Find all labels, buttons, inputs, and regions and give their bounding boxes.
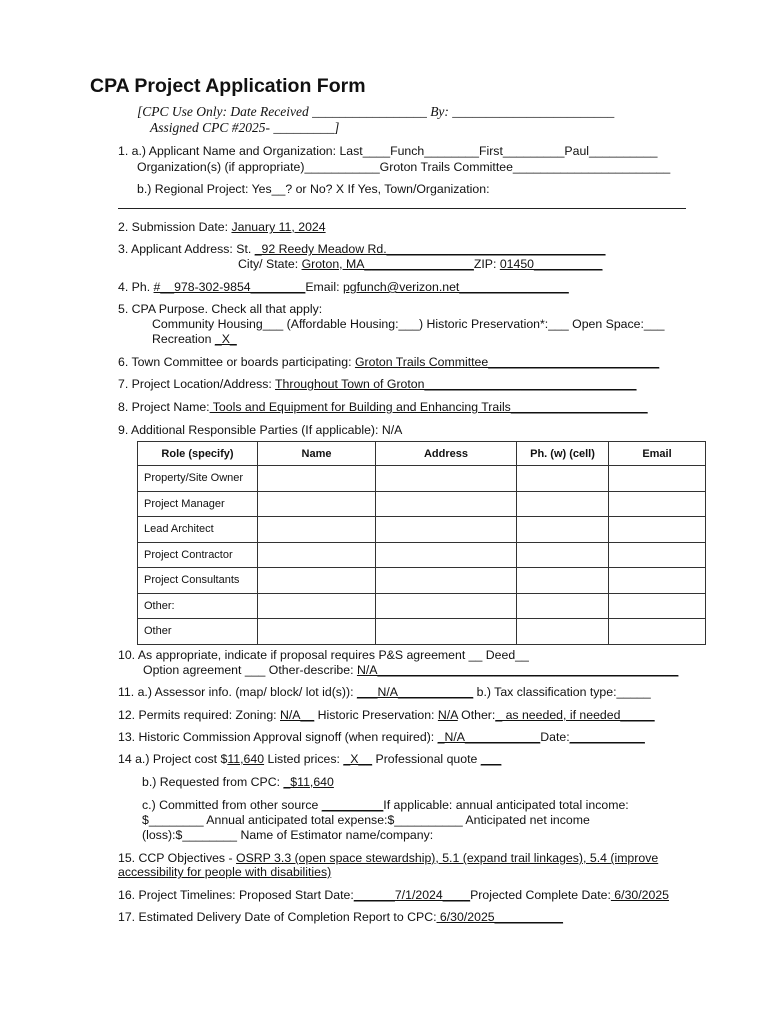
- name-cell[interactable]: [258, 491, 376, 517]
- q5-line-3: [152, 332, 237, 346]
- q5-line-2: Community Housing___ (Affordable Housing:___) Historic Preservation*:___ Open Space:___: [152, 317, 665, 331]
- q10-other-label: Option agreement ___ Other-describe:: [143, 663, 357, 677]
- q15-value-line-1: OSRP 3.3 (open space stewardship), 5.1 (expand trail linkages), 5.4 (improve: [236, 851, 659, 865]
- phone-cell[interactable]: [517, 568, 609, 594]
- section-divider: [118, 208, 686, 209]
- q5-recreation-value: _X_: [214, 332, 237, 346]
- address-cell[interactable]: [376, 517, 517, 543]
- table-header-row: [138, 442, 706, 466]
- q2-value: January 11, 2024: [231, 220, 326, 234]
- name-cell[interactable]: [258, 593, 376, 619]
- table-row: [138, 466, 706, 492]
- name-cell[interactable]: [258, 517, 376, 543]
- q4-phone-email: [118, 280, 569, 294]
- q5-line-1: 5. CPA Purpose. Check all that apply:: [118, 302, 323, 316]
- q4-label: 4. Ph.: [118, 280, 154, 294]
- q13-historic-commission: [118, 730, 645, 744]
- cpc-use-line-1: [CPC Use Only: Date Received _________________ By: ________________________: [137, 104, 615, 119]
- address-cell[interactable]: [376, 491, 517, 517]
- role-cell: Project Contractor: [138, 542, 258, 568]
- q11-assessor-info: [118, 685, 651, 699]
- q3-street: [118, 242, 606, 256]
- q15-label: 15. CCP Objectives -: [118, 851, 237, 865]
- name-cell[interactable]: [258, 568, 376, 594]
- q9-responsible-parties: 9. Additional Responsible Parties (If applicable): N/A: [118, 423, 403, 437]
- q14a-quote: ___: [480, 752, 502, 766]
- q16-complete: 6/30/2025: [610, 888, 670, 902]
- q11-value: ___N/A___________: [356, 685, 474, 699]
- cpc-use-line-2: Assigned CPC #2025- _________]: [150, 120, 340, 135]
- q15-value-line-2: accessibility for people with disabilities): [118, 865, 332, 879]
- responsible-parties-table: [137, 441, 706, 645]
- q3-city: [238, 257, 602, 271]
- q14c-committed: _________: [321, 798, 384, 812]
- q6-town-committee: [118, 355, 659, 369]
- q3-city-value: Groton, MA________________: [301, 257, 474, 271]
- q12-zoning: N/A__: [280, 708, 315, 722]
- email-cell[interactable]: [609, 568, 706, 594]
- table-row: [138, 491, 706, 517]
- email-cell[interactable]: [609, 542, 706, 568]
- q14b-requested: [142, 775, 334, 789]
- q13-date-label: Date:: [540, 730, 570, 744]
- q2-submission-date: [118, 220, 326, 234]
- q12-other: _ as needed, if needed_____: [495, 708, 655, 722]
- address-cell[interactable]: [376, 619, 517, 645]
- q7-label: 7. Project Location/Address:: [118, 377, 275, 391]
- q14a-listed: _X__: [343, 752, 373, 766]
- phone-cell[interactable]: [517, 619, 609, 645]
- q11-tax-label: b.) Tax classification type:_____: [473, 685, 651, 699]
- q10-line-2: [143, 663, 678, 677]
- q13-date-value: ___________: [569, 730, 645, 744]
- q13-value: _N/A___________: [437, 730, 541, 744]
- q17-delivery-date: [118, 910, 563, 924]
- q12-hp-label: Historic Preservation:: [314, 708, 438, 722]
- email-cell[interactable]: [609, 517, 706, 543]
- q14a-quote-label: Professional quote: [372, 752, 481, 766]
- role-cell: Other:: [138, 593, 258, 619]
- header-phone: Ph. (w) (cell): [517, 442, 609, 466]
- q12-hp: N/A: [437, 708, 458, 722]
- q12-label: 12. Permits required: Zoning:: [118, 708, 280, 722]
- page-title: CPA Project Application Form: [90, 75, 366, 97]
- email-cell[interactable]: [609, 466, 706, 492]
- q4-phone: #__978-302-9854________: [153, 280, 306, 294]
- q1b-regional-project: b.) Regional Project: Yes__? or No? X If Yes, Town/Organization:: [137, 182, 490, 196]
- q14c-label: c.) Committed from other source: [142, 798, 322, 812]
- q14a-label: 14 a.) Project cost $: [118, 752, 228, 766]
- header-address: Address: [376, 442, 517, 466]
- q14b-label: b.) Requested from CPC:: [142, 775, 284, 789]
- name-cell[interactable]: [258, 466, 376, 492]
- role-cell: Project Consultants: [138, 568, 258, 594]
- table-row: [138, 517, 706, 543]
- q7-location: [118, 377, 637, 391]
- q10-line-1: 10. As appropriate, indicate if proposal requires P&S agreement __ Deed__: [118, 648, 529, 662]
- q14c-line-2: $________ Annual anticipated total expense:$__________ Anticipated net income: [142, 813, 590, 827]
- role-cell: Lead Architect: [138, 517, 258, 543]
- q14a-project-cost: [118, 752, 501, 766]
- email-cell[interactable]: [609, 619, 706, 645]
- table-row: [138, 593, 706, 619]
- header-name: Name: [258, 442, 376, 466]
- q14a-cost: 11,640: [227, 752, 265, 766]
- q3-zip-value: 01450__________: [499, 257, 603, 271]
- q3-city-label: City/ State:: [238, 257, 302, 271]
- q14c-income-label: If applicable: annual anticipated total income:: [383, 798, 629, 812]
- q13-label: 13. Historic Commission Approval signoff (when required):: [118, 730, 438, 744]
- q16-start: ______7/1/2024____: [353, 888, 471, 902]
- q8-value: Tools and Equipment for Building and Enhancing Trails____________________: [209, 400, 648, 414]
- q7-value: Throughout Town of Groton_______________________________: [275, 377, 637, 391]
- role-cell: Other: [138, 619, 258, 645]
- address-cell[interactable]: [376, 466, 517, 492]
- q6-label: 6. Town Committee or boards participating:: [118, 355, 355, 369]
- q6-value: Groton Trails Committee_________________________: [354, 355, 660, 369]
- q17-value: 6/30/2025__________: [436, 910, 564, 924]
- q4-email: pgfunch@verizon.net________________: [342, 280, 569, 294]
- phone-cell[interactable]: [517, 593, 609, 619]
- q2-label: 2. Submission Date:: [118, 220, 232, 234]
- q17-label: 17. Estimated Delivery Date of Completion Report to CPC:: [118, 910, 437, 924]
- name-cell[interactable]: [258, 542, 376, 568]
- q5-recreation-label: Recreation: [152, 332, 215, 346]
- q14c-line-1: [142, 798, 629, 812]
- q1a-line-1: 1. a.) Applicant Name and Organization: Last____Funch________First_________Paul__________: [118, 144, 658, 158]
- email-cell[interactable]: [609, 593, 706, 619]
- q15-ccp-objectives: [118, 851, 658, 865]
- phone-cell[interactable]: [517, 542, 609, 568]
- q1a-line-2: Organization(s) (if appropriate)___________Groton Trails Committee_______________________: [137, 160, 671, 174]
- q10-other-value: N/A____________________________________________: [356, 663, 679, 677]
- q16-timelines: [118, 888, 669, 902]
- table-row: [138, 619, 706, 645]
- address-cell[interactable]: [376, 568, 517, 594]
- q3-zip-label: ZIP:: [473, 257, 500, 271]
- q14c-line-3: (loss):$________ Name of Estimator name/company:: [142, 828, 434, 842]
- role-cell: Project Manager: [138, 491, 258, 517]
- address-cell[interactable]: [376, 542, 517, 568]
- q11-label: 11. a.) Assessor info. (map/ block/ lot id(s)):: [118, 685, 357, 699]
- q3-street-label: 3. Applicant Address: St.: [118, 242, 255, 256]
- header-email: Email: [609, 442, 706, 466]
- q8-label: 8. Project Name:: [118, 400, 210, 414]
- phone-cell[interactable]: [517, 491, 609, 517]
- q14b-value: _$11,640: [283, 775, 334, 789]
- table-row: [138, 542, 706, 568]
- q12-other-label: Other:: [457, 708, 496, 722]
- header-role: Role (specify): [138, 442, 258, 466]
- q8-project-name: [118, 400, 648, 414]
- q16-complete-label: Projected Complete Date:: [470, 888, 611, 902]
- q14a-listed-label: Listed prices:: [264, 752, 344, 766]
- phone-cell[interactable]: [517, 466, 609, 492]
- q4-email-label: Email:: [305, 280, 343, 294]
- email-cell[interactable]: [609, 491, 706, 517]
- role-cell: Property/Site Owner: [138, 466, 258, 492]
- name-cell[interactable]: [258, 619, 376, 645]
- phone-cell[interactable]: [517, 517, 609, 543]
- q16-label: 16. Project Timelines: Proposed Start Date:: [118, 888, 354, 902]
- q3-street-value: _92 Reedy Meadow Rd.________________________________: [254, 242, 606, 256]
- address-cell[interactable]: [376, 593, 517, 619]
- q12-permits: [118, 708, 655, 722]
- table-row: [138, 568, 706, 594]
